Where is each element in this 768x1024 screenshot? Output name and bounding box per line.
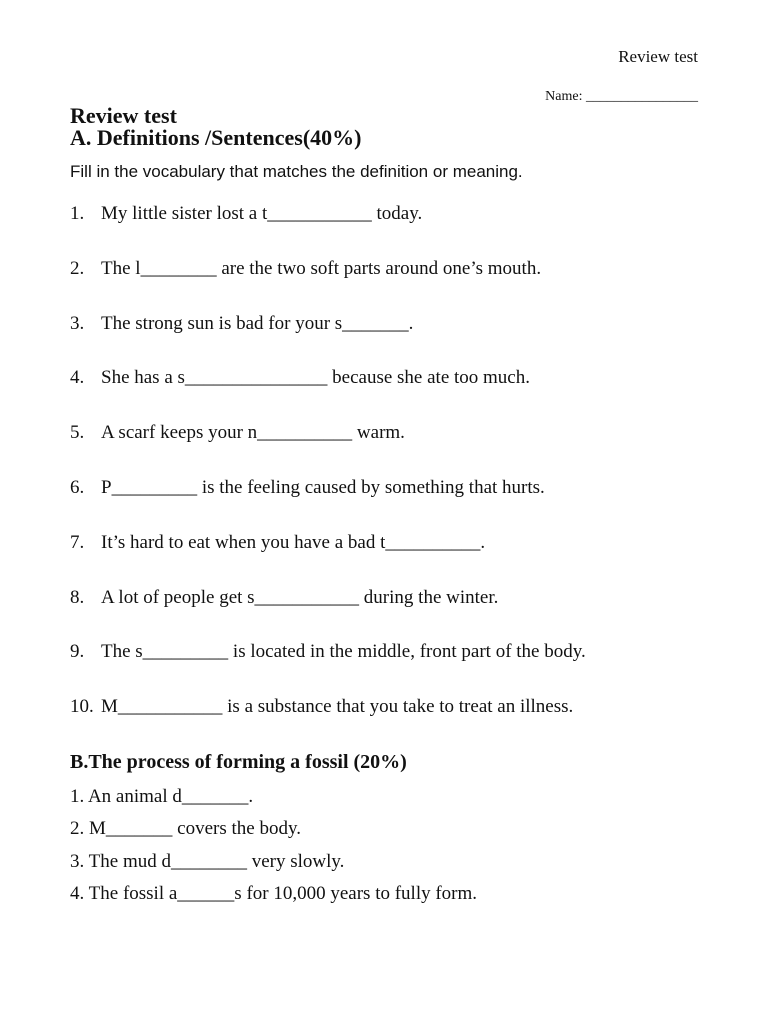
question-number: 5. [70,422,85,444]
question-number: 6. [70,476,85,498]
question-text: It’s hard to eat when you have a bad t__________. [101,531,486,553]
question-number: 2. [70,257,85,279]
name-field-label: Name: ________________ [545,89,698,104]
section-b-heading: B.The process of forming a fossil (20%) [70,751,407,773]
section-a-heading: A. Definitions /Sentences(40%) [70,125,362,150]
question-item [70,367,750,422]
fossil-step-item: 4. The fossil a______s for 10,000 years to fully form. [70,882,478,904]
question-text: A lot of people get s___________ during the winter. [101,586,499,608]
question-item [70,587,750,642]
page-title: Review test [70,103,177,128]
question-item [70,422,750,477]
question-number: 8. [70,586,85,608]
question-item [70,696,750,751]
question-text: The s_________ is located in the middle, front part of the body. [101,641,586,663]
question-text: A scarf keeps your n__________ warm. [101,422,405,444]
section-b-list [70,786,477,915]
question-text: My little sister lost a t___________ today. [101,203,423,224]
question-item [70,641,750,696]
fossil-step-item: 3. The mud d________ very slowly. [70,850,345,872]
question-number: 9. [70,641,85,663]
question-number: 4. [70,367,85,389]
fossil-step-item: 2. M_______ covers the body. [70,818,301,840]
question-item [70,258,750,313]
corner-title: Review test [618,47,698,66]
question-item [70,532,750,587]
question-number: 3. [70,312,85,334]
question-item [70,477,750,532]
question-text: She has a s_______________ because she ate too much. [101,367,530,389]
question-number: 10. [70,696,94,718]
question-text: P_________ is the feeling caused by something that hurts. [101,476,545,498]
question-item [70,313,750,368]
question-text: M___________ is a substance that you take to treat an illness. [101,696,574,718]
question-item [70,203,750,258]
section-a-question-list [70,203,750,751]
fossil-step-item: 1. An animal d_______. [70,786,254,807]
question-number: 7. [70,531,85,553]
section-a-instructions: Fill in the vocabulary that matches the definition or meaning. [70,162,523,181]
question-number: 1. [70,203,85,224]
question-text: The l________ are the two soft parts around one’s mouth. [101,257,542,279]
question-text: The strong sun is bad for your s_______. [101,312,414,334]
